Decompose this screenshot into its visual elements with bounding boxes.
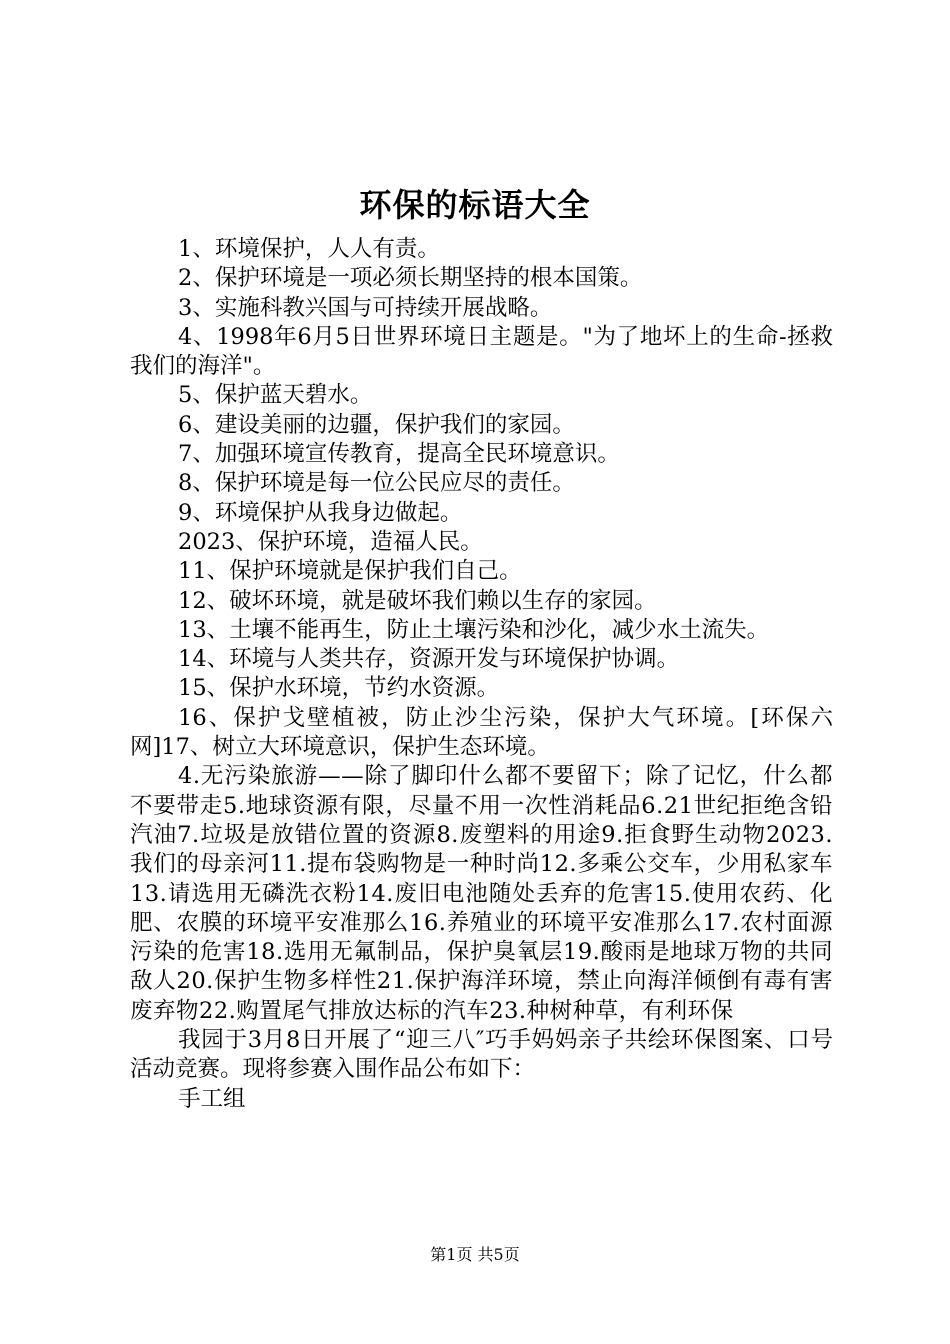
- paragraph-16: 16、保护戈壁植被，防止沙尘污染，保护大气环境。[环保六网]17、树立大环境意识，保护生态环境。: [130, 704, 833, 761]
- paragraph-14: 14、环境与人类共存，资源开发与环境保护协调。: [178, 646, 680, 673]
- paragraph-3: 3、实施科教兴国与可持续开展战略。: [178, 294, 553, 321]
- paragraph-13: 13、土壤不能再生，防止土壤污染和沙化，减少水土流失。: [178, 616, 770, 643]
- document-title: 环保的标语大全: [359, 186, 591, 224]
- paragraph-4: 4、1998年6月5日世界环境日主题是。"为了地坏上的生命-拯救我们的海洋"。: [130, 323, 833, 380]
- paragraph-2: 2、保护环境是一项必须长期坚持的根本国策。: [178, 265, 643, 292]
- paragraph-10: 2023、保护环境，造福人民。: [178, 528, 483, 555]
- paragraph-1: 1、环境保护，人人有责。: [178, 236, 440, 262]
- document-body: [130, 235, 833, 1114]
- paragraph-8: 8、保护环境是每一位公民应尽的责任。: [178, 470, 575, 497]
- paragraph-slogan-list: 4.无污染旅游——除了脚印什么都不要留下；除了记忆，什么都不要带走5.地球资源有限，尽量不用一次性消耗品6.21世纪拒绝含铅汽油7.垃圾是放错位置的资源8.废塑料的用途9.拒食野生动物2023.我们的母亲河11.提布袋购物是一种时尚12.多乘公交车，少用私家车13.请选用无磷洗衣粉14.废旧电池随处丢弃的危害15.使用农药、化肥、农膜的环境平安准那么16.养殖业的环境平安准那么17.农村面源污染的危害18.选用无氟制品，保护臭氧层19.酸雨是地球万物的共同敌人20.保护生物多样性21.保护海洋环境，禁止向海洋倾倒有毒有害废弃物22.购置尾气排放达标的汽车23.种树种草，有利环保: [130, 763, 833, 1024]
- paragraph-5: 5、保护蓝天碧水。: [178, 382, 373, 409]
- paragraph-15: 15、保护水环境，节约水资源。: [178, 675, 500, 702]
- paragraph-12: 12、破坏环境，就是破坏我们赖以生存的家园。: [178, 587, 657, 614]
- paragraph-section-heading: 手工组: [178, 1085, 246, 1112]
- paragraph-6: 6、建设美丽的边疆，保护我们的家园。: [178, 411, 575, 438]
- paragraph-announcement: 我园于3月8日开展了“迎三八″巧手妈妈亲子共绘环保图案、口号活动竞赛。现将参赛入围作品公布如下：: [130, 1027, 833, 1083]
- paragraph-9: 9、环境保护从我身边做起。: [178, 499, 463, 526]
- page-number-footer: 第1页 共5页: [430, 1245, 520, 1264]
- paragraph-7: 7、加强环境宣传教育，提高全民环境意识。: [178, 441, 620, 468]
- paragraph-11: 11、保护环境就是保护我们自己。: [178, 558, 522, 585]
